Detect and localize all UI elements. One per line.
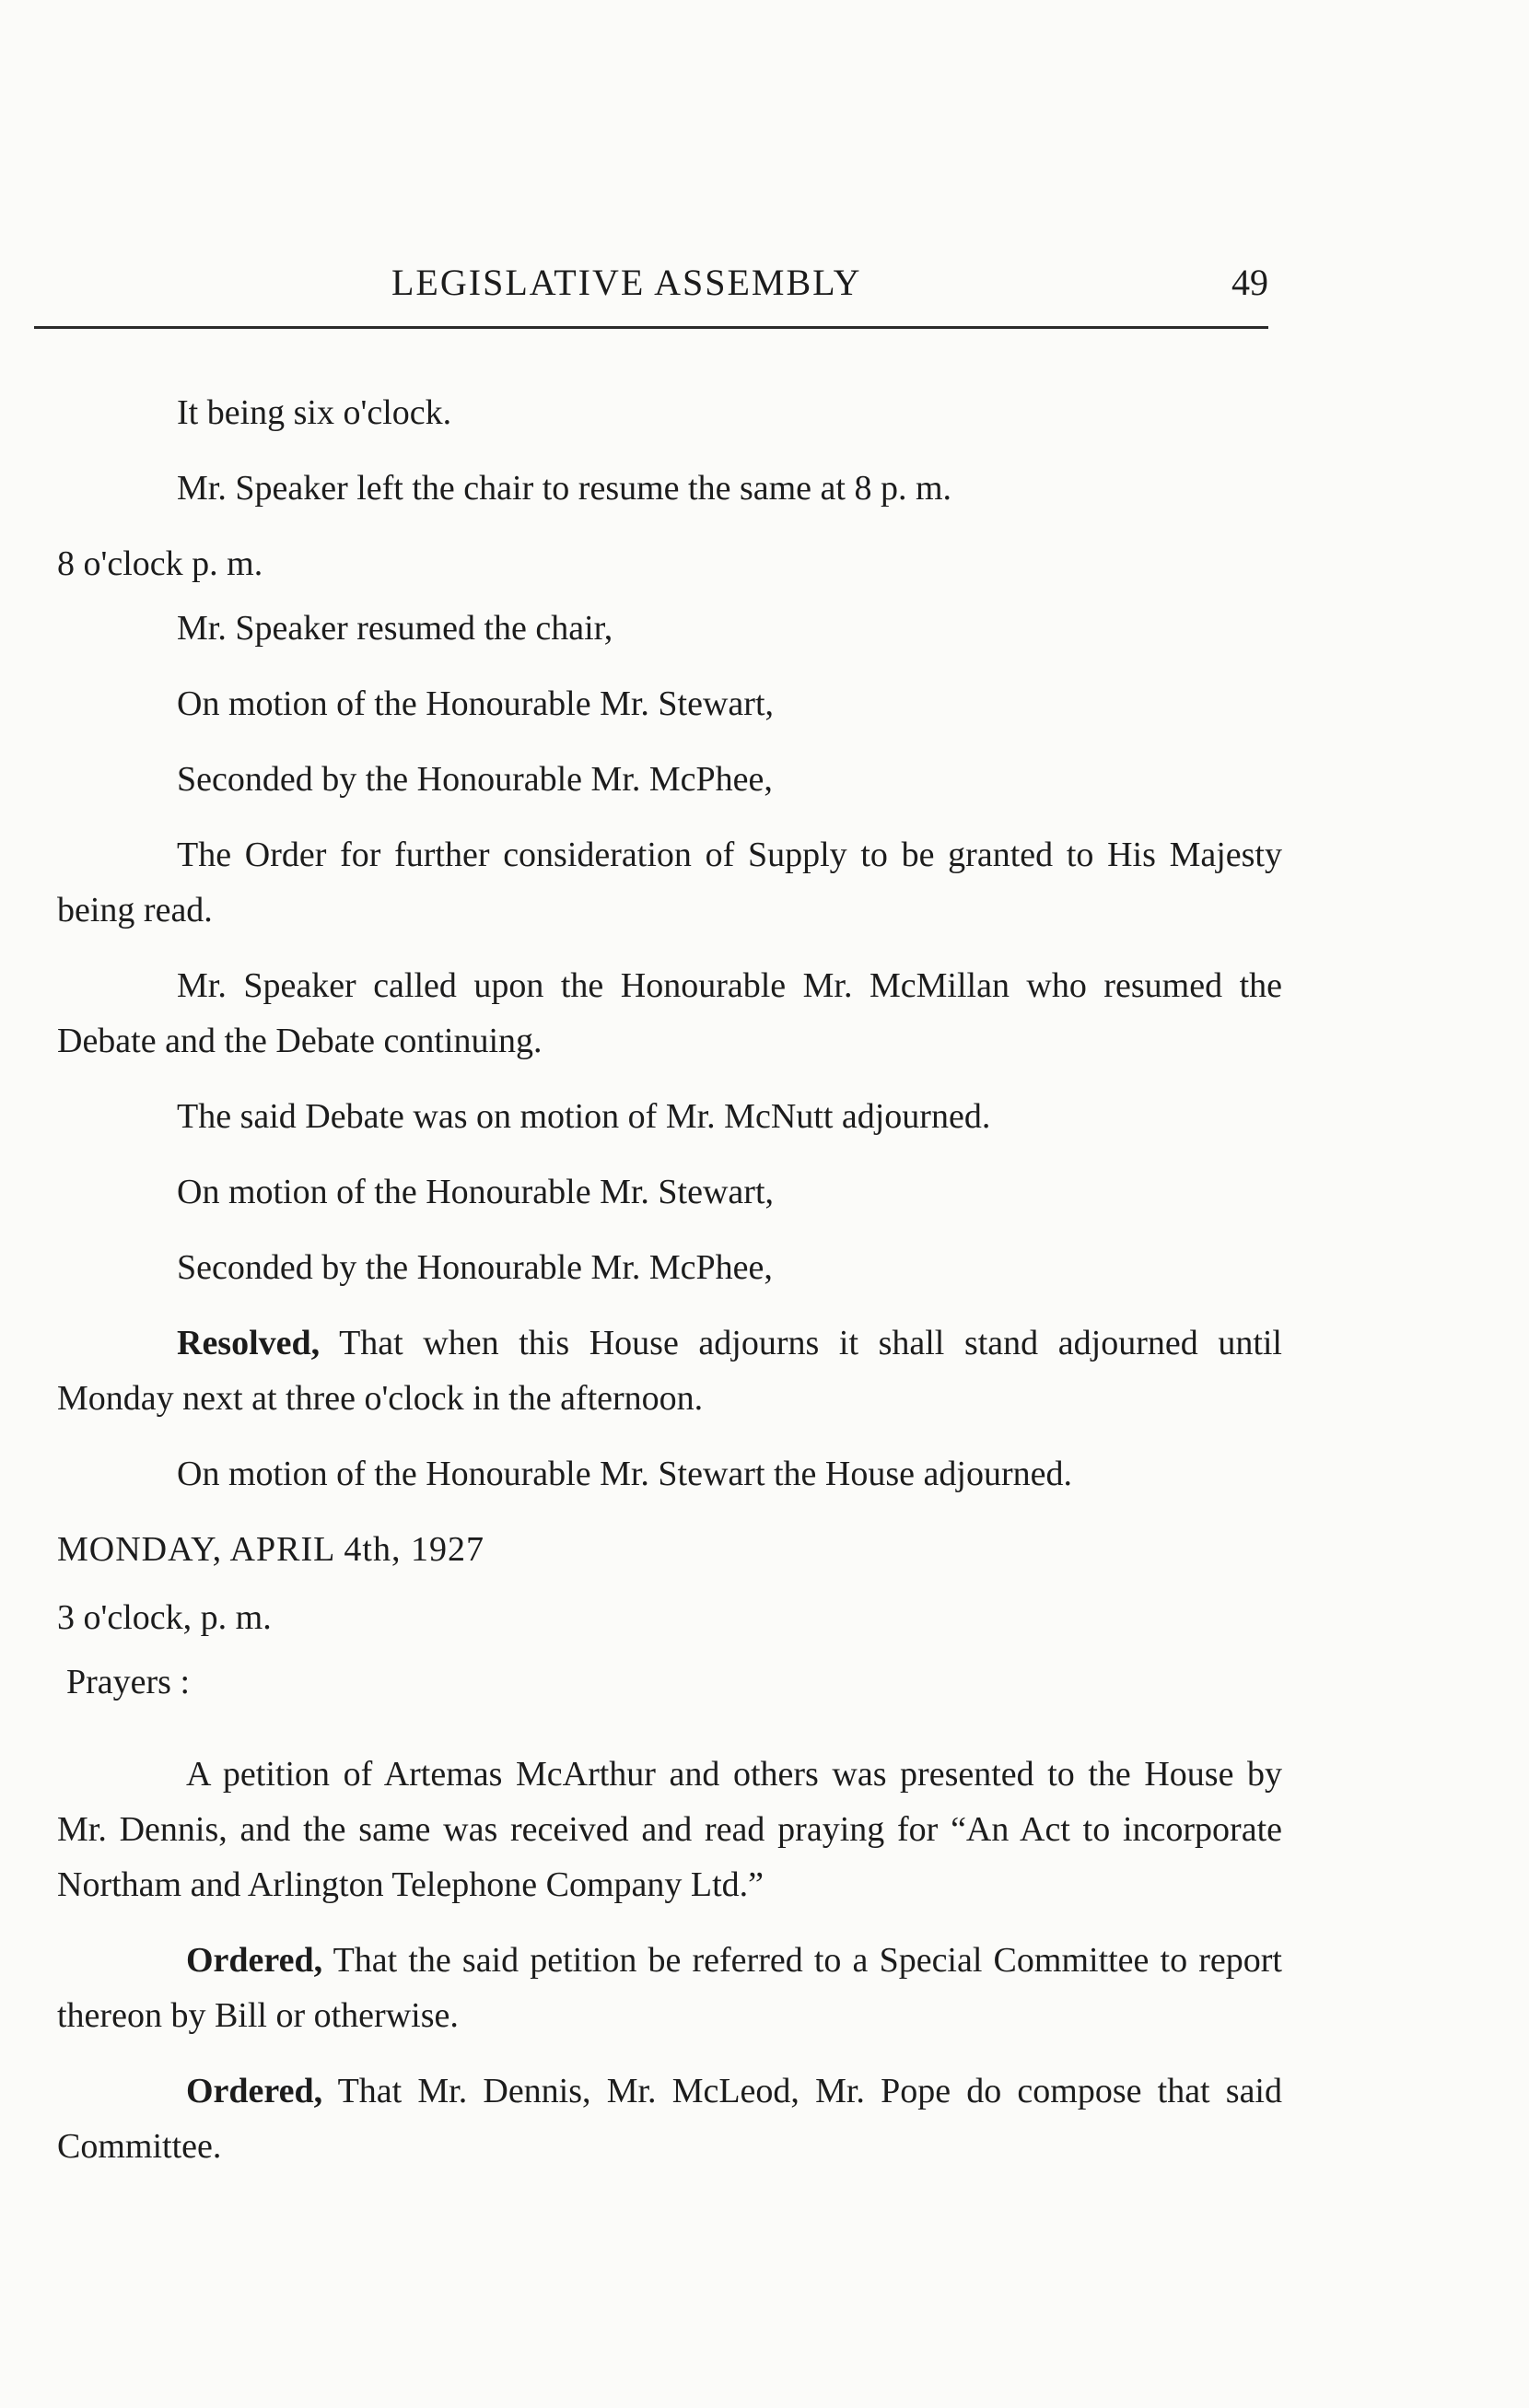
running-title: LEGISLATIVE ASSEMBLY [391,262,862,303]
paragraph-resolved [57,1315,1282,1426]
journal-body [57,385,1282,2194]
resolved-lead: Resolved, [177,1324,321,1362]
ordered-lead: Ordered, [186,1941,323,1980]
paragraph-ordered-committee [57,2063,1282,2174]
paragraph-debate-resumed: Mr. Speaker called upon the Honourable Mr. McMillan who resumed the Debate and the Debate continuing. [57,966,1282,1060]
prayers-label: Prayers : [66,1663,191,1701]
running-head [34,261,1268,316]
paragraph-petition: A petition of Artemas McArthur and others was presented to the House by Mr. Dennis, and the same was received and read praying for “An Act to incorporate Northam and Arlington Telephone Company Ltd.” [57,1755,1282,1904]
paragraph-house-adjourned: On motion of the Honourable Mr. Stewart the House adjourned. [177,1455,1072,1493]
paragraph-speaker-left-chair: Mr. Speaker left the chair to resume the same at 8 p. m. [177,469,952,508]
date-heading: MONDAY, APRIL 4th, 1927 [57,1530,484,1569]
ordered-text: That the said petition be referred to a Special Committee to report thereon by Bill or otherwise. [57,1941,1282,2035]
resolved-text: That when this House adjourns it shall stand adjourned until Monday next at three o'clock in the afternoon. [57,1324,1282,1418]
ordered-lead-2: Ordered, [186,2072,323,2110]
ordered-text-2: That Mr. Dennis, Mr. McLeod, Mr. Pope do compose that said Committee. [57,2072,1282,2166]
paragraph-seconded-2: Seconded by the Honourable Mr. McPhee, [177,1248,773,1287]
paragraph-order-supply: The Order for further consideration of Supply to be granted to His Majesty being read. [57,836,1282,929]
paragraph-speaker-resumed: Mr. Speaker resumed the chair, [177,609,613,648]
paragraph-seconded: Seconded by the Honourable Mr. McPhee, [177,760,773,799]
page-number: 49 [1231,262,1268,303]
paragraph-ordered-referred [57,1933,1282,2043]
paragraph-motion: On motion of the Honourable Mr. Stewart, [177,684,775,723]
header-rule [34,326,1268,329]
time-stamp-afternoon: 3 o'clock, p. m. [57,1598,272,1637]
time-stamp-evening: 8 o'clock p. m. [57,544,263,583]
paragraph-six-oclock: It being six o'clock. [177,393,452,432]
paragraph-motion-2: On motion of the Honourable Mr. Stewart, [177,1173,775,1211]
paragraph-debate-adjourned: The said Debate was on motion of Mr. McNutt adjourned. [177,1097,991,1136]
